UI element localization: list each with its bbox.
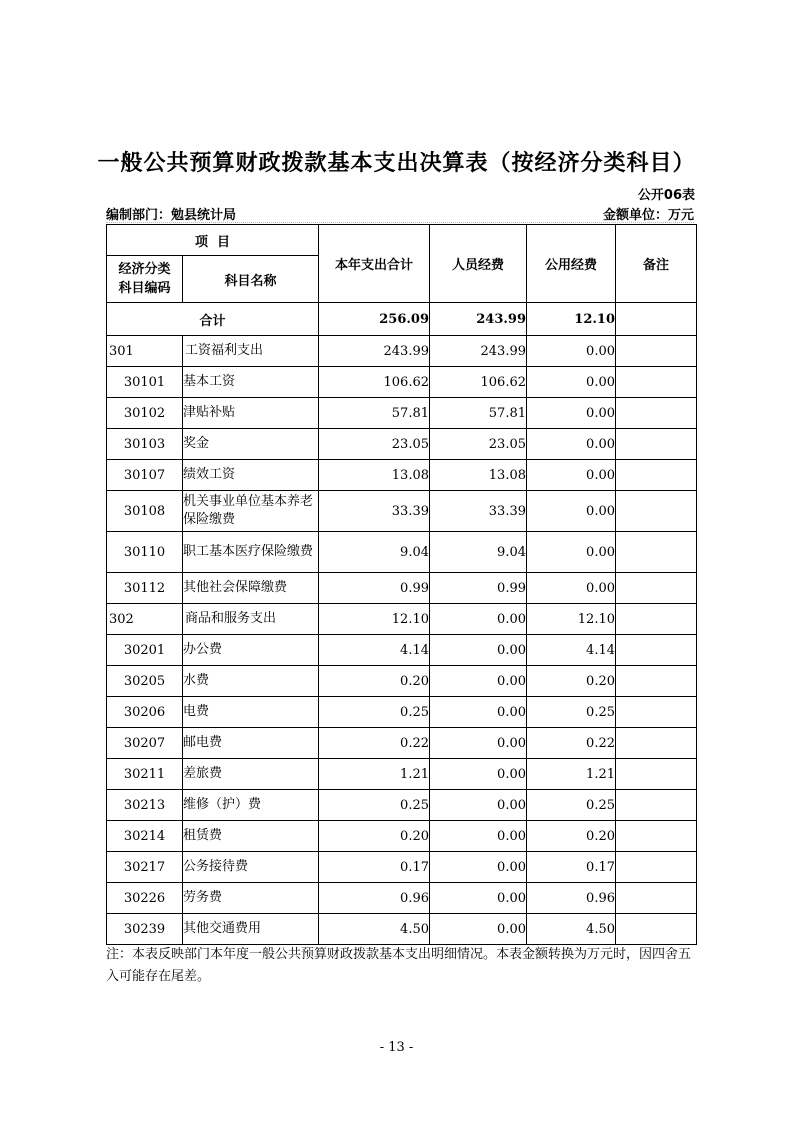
total-row [107,303,697,336]
row-code: 30112 [107,573,183,604]
department-label: 编制部门：勉县统计局 [106,208,237,223]
row-code: 30102 [107,398,183,429]
row-total: 0.17 [319,852,430,883]
row-personnel: 243.99 [430,336,527,367]
row-name: 奖金 [183,429,319,460]
row-code: 30214 [107,821,183,852]
row-remark [616,398,697,429]
row-name: 邮电费 [183,728,319,759]
row-code: 30226 [107,883,183,914]
row-total: 1.21 [319,759,430,790]
row-name: 工资福利支出 [183,336,319,367]
header-item: 项 目 [107,225,319,256]
row-remark [616,367,697,398]
row-personnel: 106.62 [430,367,527,398]
header-econ-code: 经济分类 科目编码 [107,256,183,303]
row-remark [616,460,697,491]
row-remark [616,532,697,573]
row-name: 绩效工资 [183,460,319,491]
row-code: 30101 [107,367,183,398]
row-public: 1.21 [527,759,616,790]
table-row [107,759,697,790]
row-code: 30207 [107,728,183,759]
table-row [107,883,697,914]
row-name: 电费 [183,697,319,728]
unit-label: 金额单位：万元 [602,208,694,223]
row-remark [616,790,697,821]
row-total: 0.25 [319,790,430,821]
total-personnel: 243.99 [430,303,527,336]
row-public: 0.25 [527,790,616,821]
row-public: 0.20 [527,666,616,697]
row-total: 4.50 [319,914,430,945]
row-total: 243.99 [319,336,430,367]
row-code: 30213 [107,790,183,821]
table-row [107,367,697,398]
row-code: 30108 [107,491,183,532]
meta-row [106,204,694,223]
table-row [107,532,697,573]
total-remark [616,303,697,336]
row-personnel: 0.00 [430,728,527,759]
row-public: 0.25 [527,697,616,728]
row-remark [616,336,697,367]
row-remark [616,883,697,914]
table-row [107,491,697,532]
row-public: 0.00 [527,336,616,367]
row-total: 4.14 [319,635,430,666]
row-public: 0.00 [527,491,616,532]
table-row [107,336,697,367]
row-personnel: 0.00 [430,635,527,666]
row-total: 0.99 [319,573,430,604]
row-remark [616,429,697,460]
row-code: 30107 [107,460,183,491]
row-code: 30201 [107,635,183,666]
row-personnel: 0.00 [430,697,527,728]
row-personnel: 0.00 [430,790,527,821]
row-name: 职工基本医疗保险缴费 [183,532,319,573]
row-name: 租赁费 [183,821,319,852]
row-personnel: 57.81 [430,398,527,429]
table-code: 公开06表 [637,188,695,203]
footnote: 注：本表反映部门本年度一般公共预算财政拨款基本支出明细情况。本表金额转换为万元时，因四舍五入可能存在尾差。 [106,947,692,984]
row-total: 9.04 [319,532,430,573]
row-public: 12.10 [527,604,616,635]
row-public: 0.00 [527,532,616,573]
row-name: 维修（护）费 [183,790,319,821]
row-code: 30211 [107,759,183,790]
row-total: 12.10 [319,604,430,635]
row-public: 0.00 [527,398,616,429]
row-remark [616,697,697,728]
row-public: 0.00 [527,367,616,398]
row-name: 津贴补贴 [183,398,319,429]
row-total: 0.96 [319,883,430,914]
row-personnel: 0.00 [430,821,527,852]
table-row [107,429,697,460]
row-personnel: 0.99 [430,573,527,604]
row-code: 30103 [107,429,183,460]
table-row [107,728,697,759]
row-personnel: 9.04 [430,532,527,573]
row-total: 33.39 [319,491,430,532]
row-personnel: 23.05 [430,429,527,460]
row-remark [616,914,697,945]
row-total: 13.08 [319,460,430,491]
row-public: 0.96 [527,883,616,914]
table-row [107,573,697,604]
table-row [107,821,697,852]
table-row [107,460,697,491]
row-name: 水费 [183,666,319,697]
row-total: 23.05 [319,429,430,460]
header-total: 本年支出合计 [319,225,430,303]
row-code: 30217 [107,852,183,883]
row-public: 0.17 [527,852,616,883]
table-row [107,635,697,666]
page-number: - 13 - [379,1040,414,1055]
row-name: 其他社会保障缴费 [183,573,319,604]
table-row [107,604,697,635]
row-personnel: 0.00 [430,759,527,790]
row-public: 0.00 [527,429,616,460]
row-personnel: 0.00 [430,852,527,883]
table-row [107,398,697,429]
table-row [107,666,697,697]
row-total: 0.20 [319,821,430,852]
table-row [107,697,697,728]
row-remark [616,491,697,532]
row-personnel: 0.00 [430,914,527,945]
row-name: 差旅费 [183,759,319,790]
row-personnel: 13.08 [430,460,527,491]
row-personnel: 0.00 [430,666,527,697]
row-remark [616,635,697,666]
row-name: 公务接待费 [183,852,319,883]
row-public: 0.00 [527,573,616,604]
row-remark [616,759,697,790]
row-code: 30239 [107,914,183,945]
header-subject-name: 科目名称 [183,256,319,303]
header-personnel: 人员经费 [430,225,527,303]
row-personnel: 0.00 [430,883,527,914]
total-label: 合计 [107,303,319,336]
table-row [107,914,697,945]
row-remark [616,728,697,759]
row-remark [616,666,697,697]
row-name: 办公费 [183,635,319,666]
row-public: 0.00 [527,460,616,491]
row-name: 商品和服务支出 [183,604,319,635]
row-total: 106.62 [319,367,430,398]
row-public: 4.14 [527,635,616,666]
row-name: 机关事业单位基本养老保险缴费 [183,491,319,532]
row-remark [616,852,697,883]
row-total: 0.20 [319,666,430,697]
row-name: 劳务费 [183,883,319,914]
row-total: 0.22 [319,728,430,759]
row-code: 30206 [107,697,183,728]
total-public: 12.10 [527,303,616,336]
header-remark: 备注 [616,225,697,303]
row-public: 4.50 [527,914,616,945]
row-code: 30110 [107,532,183,573]
table-row [107,852,697,883]
row-personnel: 0.00 [430,604,527,635]
row-name: 其他交通费用 [183,914,319,945]
row-remark [616,604,697,635]
total-amount: 256.09 [319,303,430,336]
row-code: 30205 [107,666,183,697]
row-public: 0.20 [527,821,616,852]
row-total: 0.25 [319,697,430,728]
row-code: 301 [107,336,183,367]
row-total: 57.81 [319,398,430,429]
expenditure-table [106,224,697,945]
row-public: 0.22 [527,728,616,759]
row-remark [616,573,697,604]
row-name: 基本工资 [183,367,319,398]
table-row [107,790,697,821]
header-public: 公用经费 [527,225,616,303]
page-title: 一般公共预算财政拨款基本支出决算表（按经济分类科目） [97,151,696,176]
row-personnel: 33.39 [430,491,527,532]
row-code: 302 [107,604,183,635]
row-remark [616,821,697,852]
